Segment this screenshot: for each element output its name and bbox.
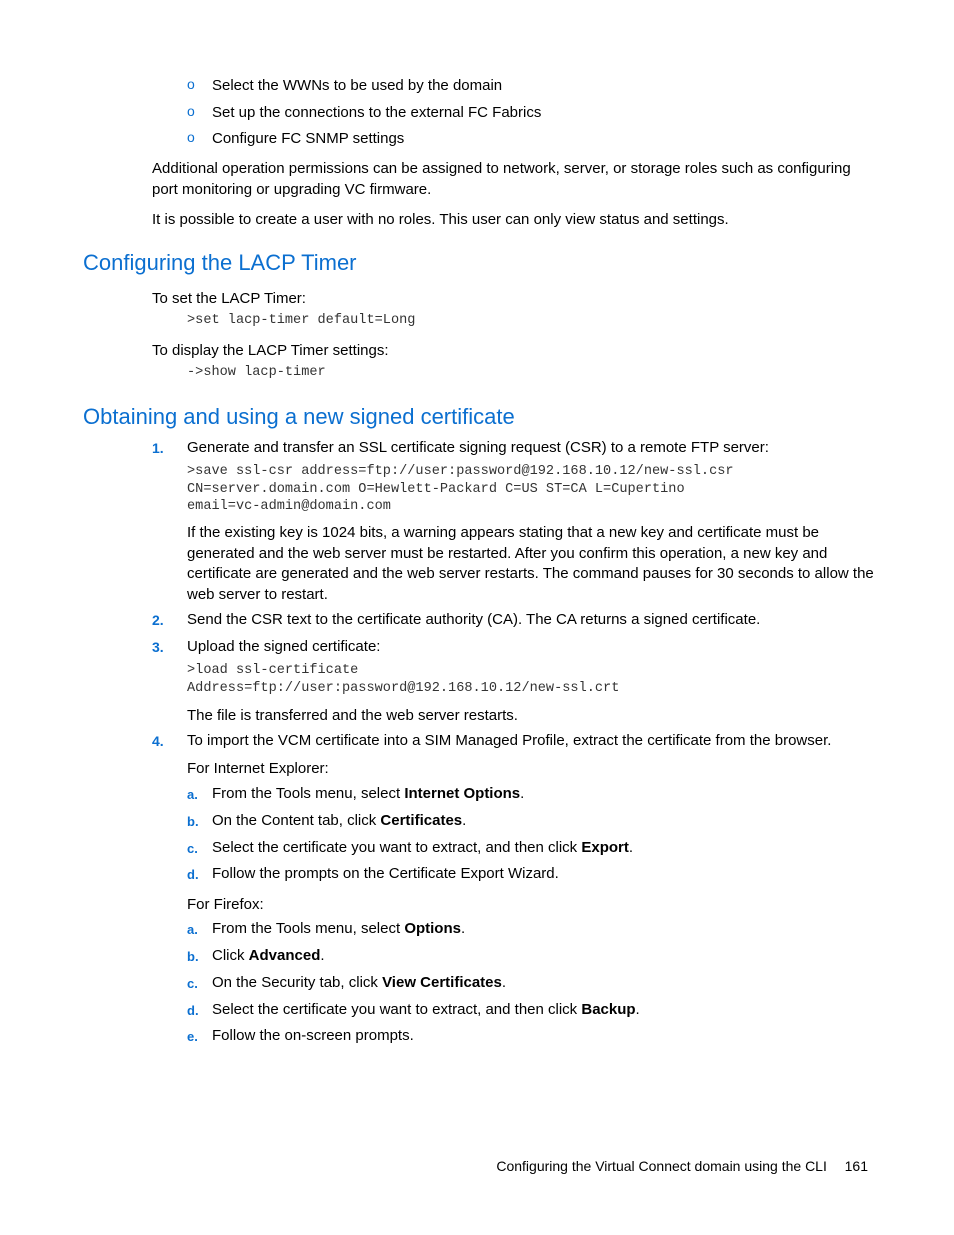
footer-title: Configuring the Virtual Connect domain using the CLI (496, 1158, 827, 1174)
sub-step-text: Select the certificate you want to extract, and then click Backup. (212, 1001, 640, 1018)
lacp-set-intro: To set the LACP Timer: (152, 290, 306, 307)
ie-intro: For Internet Explorer: (187, 760, 329, 777)
step-text: Generate and transfer an SSL certificate signing request (CSR) to a remote FTP server: (187, 439, 769, 456)
paragraph-no-roles: It is possible to create a user with no roles. This user can only view status and settings. (152, 211, 729, 228)
code-line: email=vc-admin@domain.com (187, 499, 391, 514)
sub-step-letter: d. (187, 1003, 199, 1018)
step-note: The file is transferred and the web server restarts. (187, 707, 518, 724)
sub-step-text: On the Security tab, click View Certificates. (212, 974, 507, 991)
sub-step-text: Select the certificate you want to extract, and then click Export. (212, 839, 634, 856)
step-text: Upload the signed certificate: (187, 638, 381, 655)
list-item: Select the WWNs to be used by the domain (212, 77, 503, 94)
sub-step-text: Follow the prompts on the Certificate Export Wizard. (212, 865, 559, 882)
page-number: 161 (844, 1158, 868, 1174)
section-heading-certificate: Obtaining and using a new signed certificate (83, 404, 515, 429)
sub-step-text: From the Tools menu, select Options. (212, 920, 466, 937)
code-set-lacp: >set lacp-timer default=Long (187, 313, 416, 328)
step-number: 2. (152, 612, 164, 628)
sub-step-text: From the Tools menu, select Internet Options. (212, 785, 525, 802)
sub-step-letter: b. (187, 949, 199, 964)
section-heading-lacp: Configuring the LACP Timer (83, 250, 357, 275)
sub-step-letter: a. (187, 787, 198, 802)
paragraph-permissions: Additional operation permissions can be assigned to network, server, or storage roles such as configuring port monitoring or upgrading VC firmware. (152, 160, 851, 198)
code-line: >save ssl-csr address=ftp://user:password@192.168.10.12/new-ssl.csr (187, 464, 734, 479)
step-number: 4. (152, 733, 164, 749)
bullet-marker: o (187, 129, 195, 145)
bullet-marker: o (187, 76, 195, 92)
step-note: If the existing key is 1024 bits, a warning appears stating that a new key and certificate must be generated and the web server must be restarted. After you confirm this operation, a new key and certificate are generated and the web server restarts. The command pauses for 30 seconds to allow the web server to restart. (187, 524, 874, 603)
step-number: 1. (152, 440, 164, 456)
page-footer (496, 1158, 868, 1174)
list-item: Configure FC SNMP settings (212, 130, 405, 147)
sub-step-letter: c. (187, 976, 198, 991)
code-line: >load ssl-certificate (187, 663, 359, 678)
sub-step-text: On the Content tab, click Certificates. (212, 812, 467, 829)
sub-step-letter: b. (187, 814, 199, 829)
bullet-marker: o (187, 103, 195, 119)
step-number: 3. (152, 639, 164, 655)
sub-step-letter: e. (187, 1029, 198, 1044)
sub-step-letter: d. (187, 867, 199, 882)
sub-step-letter: c. (187, 841, 198, 856)
sub-step-text: Click Advanced. (212, 947, 325, 964)
sub-step-letter: a. (187, 922, 198, 937)
firefox-intro: For Firefox: (187, 896, 264, 913)
list-item: Set up the connections to the external FC Fabrics (212, 104, 542, 121)
code-line: Address=ftp://user:password@192.168.10.12/new-ssl.crt (187, 681, 620, 696)
code-show-lacp: ->show lacp-timer (187, 365, 326, 380)
step-text: Send the CSR text to the certificate authority (CA). The CA returns a signed certificate. (187, 611, 761, 628)
lacp-show-intro: To display the LACP Timer settings: (152, 342, 389, 359)
code-line: CN=server.domain.com O=Hewlett-Packard C=US ST=CA L=Cupertino (187, 482, 685, 497)
step-text: To import the VCM certificate into a SIM Managed Profile, extract the certificate from the browser. (187, 732, 832, 749)
sub-step-text: Follow the on-screen prompts. (212, 1027, 414, 1044)
